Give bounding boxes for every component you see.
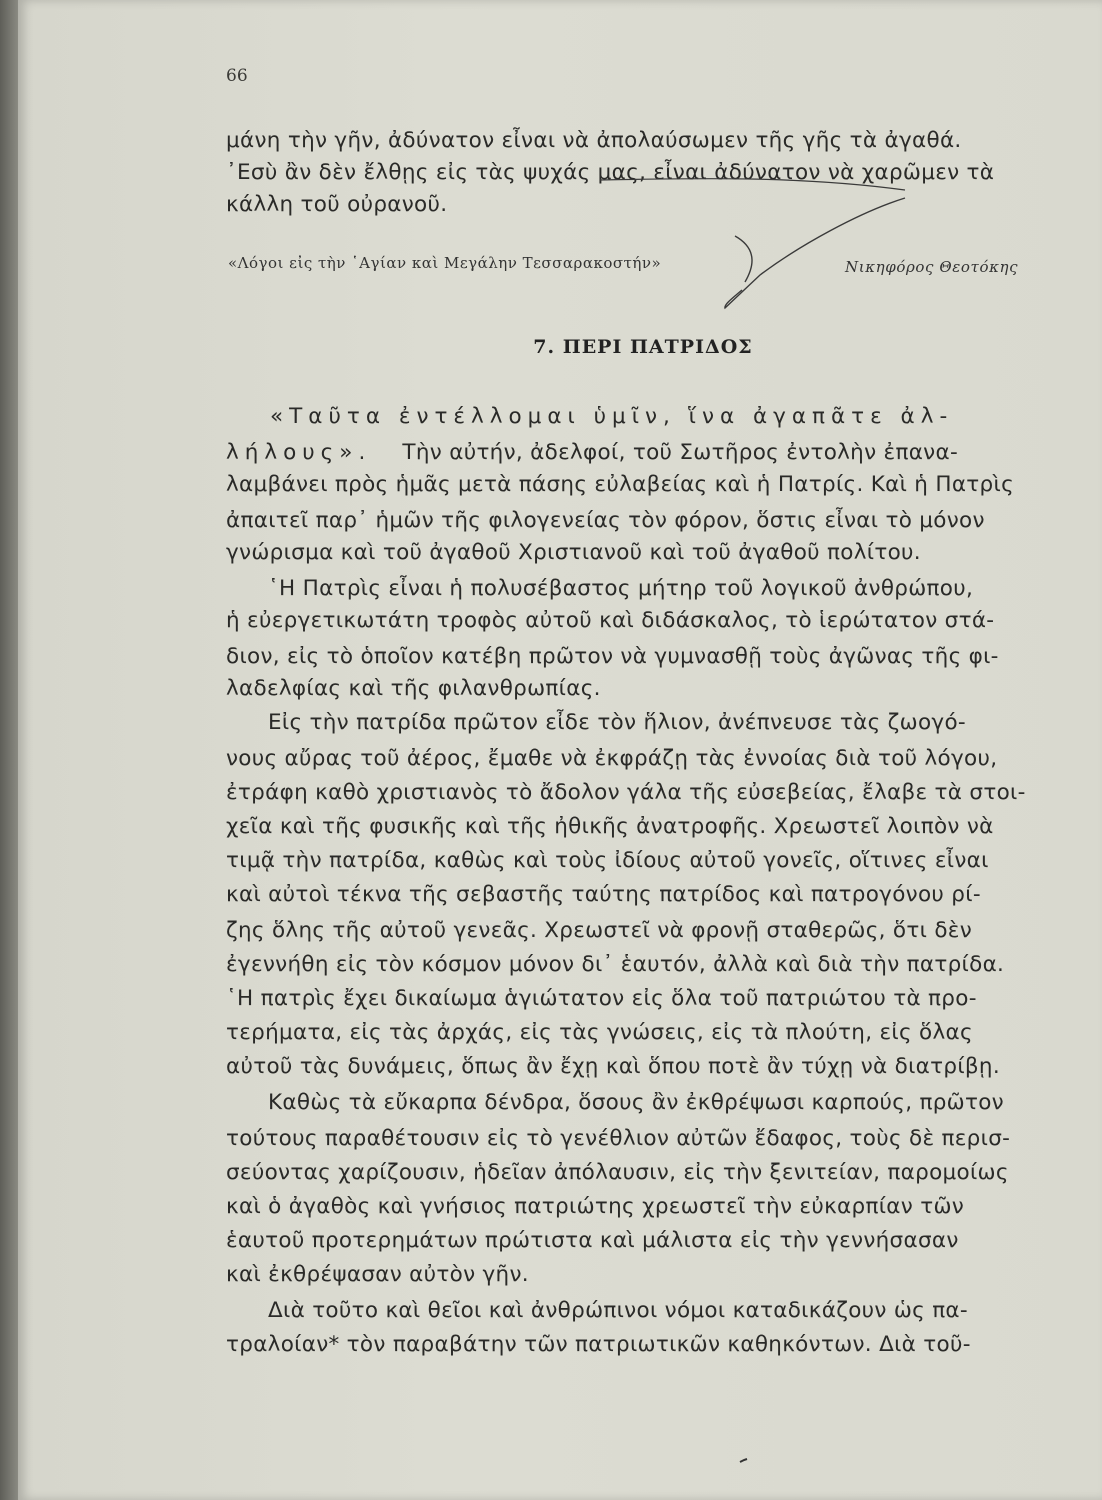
body-line-17: ῾Η πατρὶς ἔχει δικαίωμα ἁγιώτατον εἰς ὅλα τοῦ πατριώτου τὰ προ- xyxy=(226,986,977,1011)
top-line-2: ᾿Εσὺ ἂν δὲν ἔλθῃς εἰς τὰς ψυχάς μας, εἶναι ἀδύνατον νὰ χαρῶμεν τὰ xyxy=(226,160,995,185)
body-line-21: τούτους παραθέτουσιν εἰς τὸ γενέθλιον αὐτῶν ἔδαφος, τοὺς δὲ περισ- xyxy=(226,1126,1011,1151)
quote-end: λήλους». xyxy=(226,440,372,465)
body-line-25: καὶ ἐκθρέψασαν αὐτὸν γῆν. xyxy=(226,1262,529,1287)
body-line-6: ἡ εὐεργετικωτάτη τροφὸς αὐτοῦ καὶ διδάσκαλος, τὸ ἱερώτατον στά- xyxy=(226,608,995,633)
body-line-18: τερήματα, εἰς τὰς ἀρχάς, εἰς τὰς γνώσεις, εἰς τὰ πλούτη, εἰς ὅλας xyxy=(226,1020,973,1045)
body-line-4: γνώρισμα καὶ τοῦ ἀγαθοῦ Χριστιανοῦ καὶ τοῦ ἀγαθοῦ πολίτου. xyxy=(226,540,921,565)
quote-line: «Ταῦτα ἐντέλλομαι ὑμῖν, ἵνα ἀγαπᾶτε ἀλ- xyxy=(270,404,954,429)
body-line-11: ἐτράφη καθὸ χριστιανὸς τὸ ἄδολον γάλα τῆς εὐσεβείας, ἔλαβε τὰ στοι- xyxy=(226,780,1026,805)
body-line-20: Καθὼς τὰ εὔκαρπα δένδρα, ὅσους ἂν ἐκθρέψωσι καρπούς, πρῶτον xyxy=(268,1090,1004,1115)
section-title: 7. ΠΕΡΙ ΠΑΤΡΙΔΟΣ xyxy=(533,336,753,358)
author-signature: Νικηφόρος Θεοτόκης xyxy=(845,258,1019,276)
body-line-12: χεῖα καὶ τῆς φυσικῆς καὶ τῆς ἠθικῆς ἀνατροφῆς. Χρεωστεῖ λοιπὸν νὰ xyxy=(226,814,994,839)
body-line-15: ζης ὅλης τῆς αὐτοῦ γενεᾶς. Χρεωστεῖ νὰ φρονῇ σταθερῶς, ὅτι δὲν xyxy=(226,918,972,943)
body-line-16: ἐγεννήθη εἰς τὸν κόσμον μόνον δι᾿ ἑαυτόν, ἀλλὰ καὶ διὰ τὴν πατρίδα. xyxy=(226,952,1005,977)
body-line-8: λαδελφίας καὶ τῆς φιλανθρωπίας. xyxy=(226,676,601,701)
body-line-5: ῾Η Πατρὶς εἶναι ἡ πολυσέβαστος μήτηρ τοῦ λογικοῦ ἀνθρώπου, xyxy=(268,576,974,601)
body-line-27: τραλοίαν* τὸν παραβάτην τῶν πατριωτικῶν καθηκόντων. Διὰ τοῦ- xyxy=(226,1332,971,1357)
body-line-24: ἑαυτοῦ προτερημάτων πρώτιστα καὶ μάλιστα εἰς τὴν γεννήσασαν xyxy=(226,1228,959,1253)
source-citation: «Λόγοι εἰς τὴν ῾Αγίαν καὶ Μεγάλην Τεσσαρακοστήν» xyxy=(228,254,662,272)
body-line-3: ἀπαιτεῖ παρ᾿ ἡμῶν τῆς φιλογενείας τὸν φόρον, ὅστις εἶναι τὸ μόνον xyxy=(226,508,985,533)
body-line-19: αὐτοῦ τὰς δυνάμεις, ὅπως ἂν ἔχῃ καὶ ὅπου ποτὲ ἂν τύχῃ νὰ διατρίβῃ. xyxy=(226,1054,1000,1079)
body-line-10: νους αὔρας τοῦ ἀέρος, ἔμαθε νὰ ἐκφράζῃ τὰς ἐννοίας διὰ τοῦ λόγου, xyxy=(226,746,998,771)
body-line-22: σεύοντας χαρίζουσιν, ἡδεῖαν ἀπόλαυσιν, εἰς τὴν ξενιτείαν, παρομοίως xyxy=(226,1160,1009,1185)
quote-end-row xyxy=(226,440,958,465)
body-line-23: καὶ ὁ ἀγαθὸς καὶ γνήσιος πατριώτης χρεωστεῖ τὴν εὐκαρπίαν τῶν xyxy=(226,1194,965,1219)
body-line-1: Τὴν αὐτήν, ἀδελφοί, τοῦ Σωτῆρος ἐντολὴν ἐπανα- xyxy=(402,440,959,465)
page-number: 66 xyxy=(226,66,248,86)
body-line-9: Εἰς τὴν πατρίδα πρῶτον εἶδε τὸν ἥλιον, ἀνέπνευσε τὰς ζωογό- xyxy=(268,710,966,735)
body-line-26: Διὰ τοῦτο καὶ θεῖοι καὶ ἀνθρώπινοι νόμοι καταδικάζουν ὡς πα- xyxy=(268,1298,968,1323)
top-line-1: μάνη τὴν γῆν, ἀδύνατον εἶναι νὰ ἀπολαύσωμεν τῆς γῆς τὰ ἀγαθά. xyxy=(226,128,962,153)
body-line-7: διον, εἰς τὸ ὁποῖον κατέβη πρῶτον νὰ γυμνασθῇ τοὺς ἀγῶνας τῆς φι- xyxy=(226,644,999,669)
top-line-3: κάλλη τοῦ οὐρανοῦ. xyxy=(226,192,448,217)
body-line-13: τιμᾷ τὴν πατρίδα, καθὼς καὶ τοὺς ἰδίους αὐτοῦ γονεῖς, οἵτινες εἶναι xyxy=(226,848,989,873)
body-line-14: καὶ αὐτοὶ τέκνα τῆς σεβαστῆς ταύτης πατρίδος καὶ πατρογόνου ρί- xyxy=(226,882,981,907)
body-line-2: λαμβάνει πρὸς ἡμᾶς μετὰ πάσης εὐλαβείας καὶ ἡ Πατρίς. Καὶ ἡ Πατρὶς xyxy=(226,472,1014,497)
